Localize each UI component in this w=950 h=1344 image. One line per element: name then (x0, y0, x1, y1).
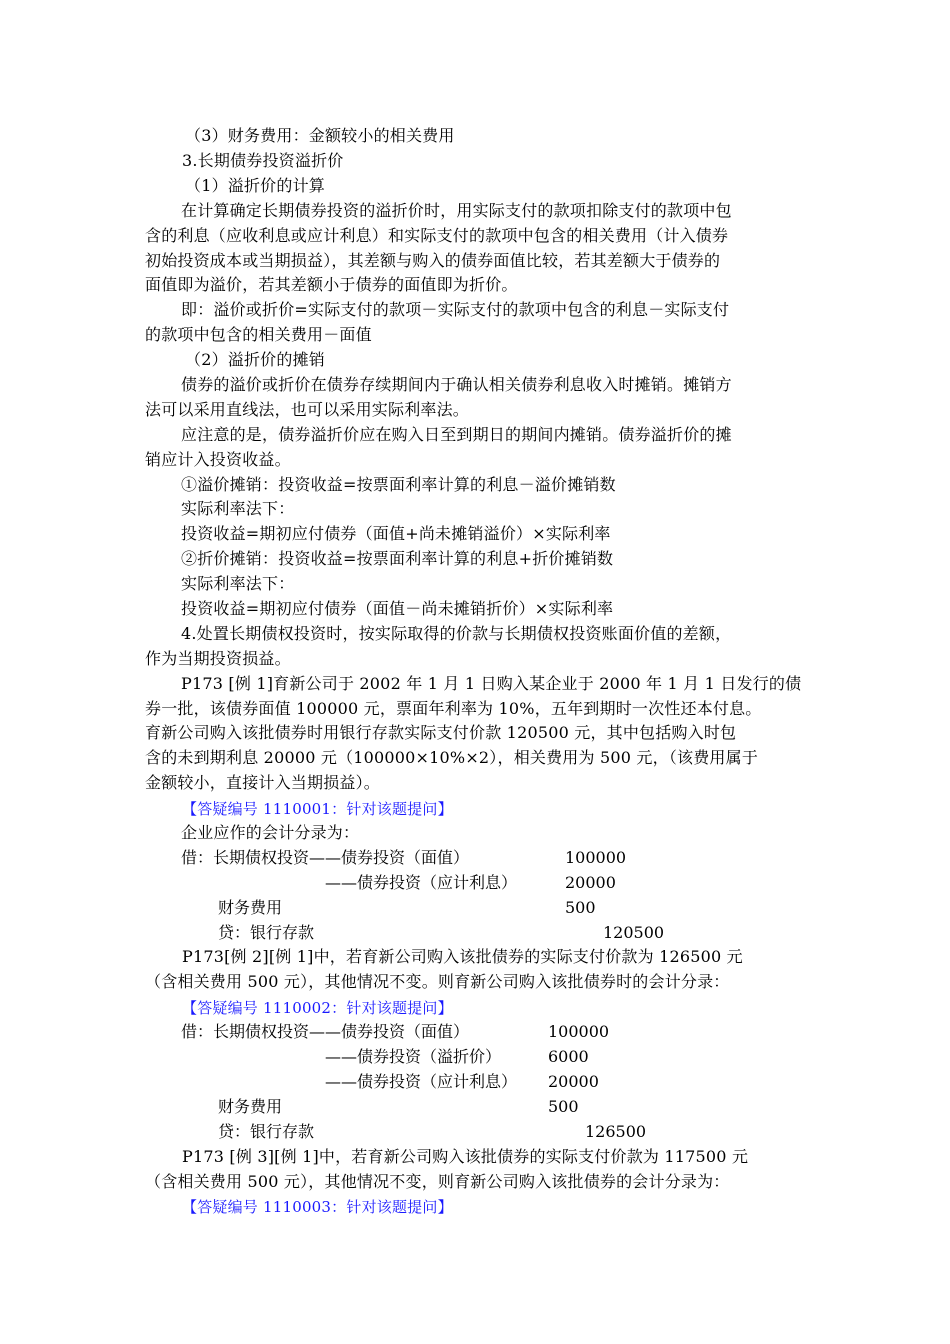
entry2-expense-label: 财务费用 (218, 1097, 283, 1116)
subsection-heading: （2）溢折价的摊销 (185, 350, 325, 369)
text-line: 作为当期投资损益。 (145, 649, 291, 668)
entry2-debit-amount: 100000 (548, 1022, 610, 1041)
text-line: 实际利率法下： (181, 499, 295, 518)
formula-line: 投资收益=期初应付债券（面值－尚未摊销折价）×实际利率 (181, 599, 614, 618)
entry1-debit-amount: 100000 (565, 848, 627, 867)
entry1-interest-label: ——债券投资（应计利息） (325, 873, 518, 892)
entry1-expense-amount: 500 (565, 898, 596, 917)
example-line: P173 [例 1]育新公司于 2002 年 1 月 1 日购入某企业于 2000 年 1 月 1 日发行的债 (181, 674, 802, 693)
text-line: 即：溢价或折价=实际支付的款项－实际支付的款项中包含的利息－实际支付 (181, 300, 730, 319)
text-line: （3）财务费用：金额较小的相关费用 (185, 126, 455, 145)
text-line: 面值即为溢价，若其差额小于债券的面值即为折价。 (145, 275, 518, 294)
entry1-interest-amount: 20000 (565, 873, 616, 892)
text-line: 法可以采用直线法，也可以采用实际利率法。 (145, 400, 470, 419)
example-line: 券一批，该债券面值 100000 元，票面年利率为 10%，五年到期时一次性还本付息。 (145, 699, 762, 718)
text-line: 的款项中包含的相关费用－面值 (145, 325, 372, 344)
entry2-expense-amount: 500 (548, 1097, 579, 1116)
text-line: 应注意的是，债券溢折价应在购入日至到期日的期间内摊销。债券溢折价的摊 (181, 425, 732, 444)
entry2-premium-amount: 6000 (548, 1047, 589, 1066)
section-heading: 3.长期债券投资溢折价 (182, 151, 344, 170)
text-line: 销应计入投资收益。 (145, 450, 291, 469)
entry2-credit-amount: 126500 (585, 1122, 647, 1141)
question-link-1110001[interactable]: 【答疑编号 1110001：针对该题提问】 (182, 800, 453, 818)
entry2-interest-label: ——债券投资（应计利息） (325, 1072, 518, 1091)
entry2-credit-label: 贷：银行存款 (218, 1122, 315, 1141)
text-line: 实际利率法下： (181, 574, 295, 593)
text-line: 初始投资成本或当期损益），其差额与购入的债券面值比较，若其差额大于债券的 (145, 251, 721, 270)
example-line: 含的未到期利息 20000 元（100000×10%×2），相关费用为 500 元，（该费用属于 (145, 748, 759, 767)
formula-line: ①溢价摊销：投资收益=按票面利率计算的利息－溢价摊销数 (181, 475, 616, 494)
example-line: 金额较小，直接计入当期损益）。 (145, 773, 381, 792)
question-link-1110002[interactable]: 【答疑编号 1110002：针对该题提问】 (182, 999, 453, 1017)
example-line: （含相关费用 500 元），其他情况不变，则育新公司购入该批债券的会计分录为： (145, 1172, 730, 1191)
entry1-credit-label: 贷：银行存款 (218, 923, 315, 942)
formula-line: 投资收益=期初应付债券（面值+尚未摊销溢价）×实际利率 (181, 524, 611, 543)
entry1-debit-label: 借：长期债权投资——债券投资（面值） (181, 848, 470, 867)
example-line: P173[例 2][例 1]中，若育新公司购入该批债券的实际支付价款为 126500 元 (182, 947, 743, 966)
text-line: 含的利息（应收利息或应计利息）和实际支付的款项中包含的相关费用（计入债券 (145, 226, 729, 245)
text-line: 债券的溢价或折价在债券存续期间内于确认相关债券利息收入时摊销。摊销方 (181, 375, 732, 394)
entry2-premium-label: ——债券投资（溢折价） (325, 1047, 502, 1066)
subsection-heading: （1）溢折价的计算 (185, 176, 325, 195)
entry2-debit-label: 借：长期债权投资——债券投资（面值） (181, 1022, 470, 1041)
question-link-1110003[interactable]: 【答疑编号 1110003：针对该题提问】 (182, 1198, 453, 1216)
example-line: P173 [例 3][例 1]中，若育新公司购入该批债券的实际支付价款为 117500 元 (182, 1147, 749, 1166)
example-line: （含相关费用 500 元），其他情况不变。则育新公司购入该批债券时的会计分录： (145, 972, 730, 991)
entry1-expense-label: 财务费用 (218, 898, 283, 917)
text-line: 企业应作的会计分录为： (181, 823, 360, 842)
example-line: 育新公司购入该批债券时用银行存款实际支付价款 120500 元，其中包括购入时包 (145, 723, 737, 742)
formula-line: ②折价摊销：投资收益=按票面利率计算的利息+折价摊销数 (181, 549, 614, 568)
entry2-interest-amount: 20000 (548, 1072, 599, 1091)
text-line: 在计算确定长期债券投资的溢折价时，用实际支付的款项扣除支付的款项中包 (181, 201, 732, 220)
text-line: 4.处置长期债权投资时，按实际取得的价款与长期债权投资账面价值的差额， (181, 624, 732, 643)
entry1-credit-amount: 120500 (603, 923, 665, 942)
